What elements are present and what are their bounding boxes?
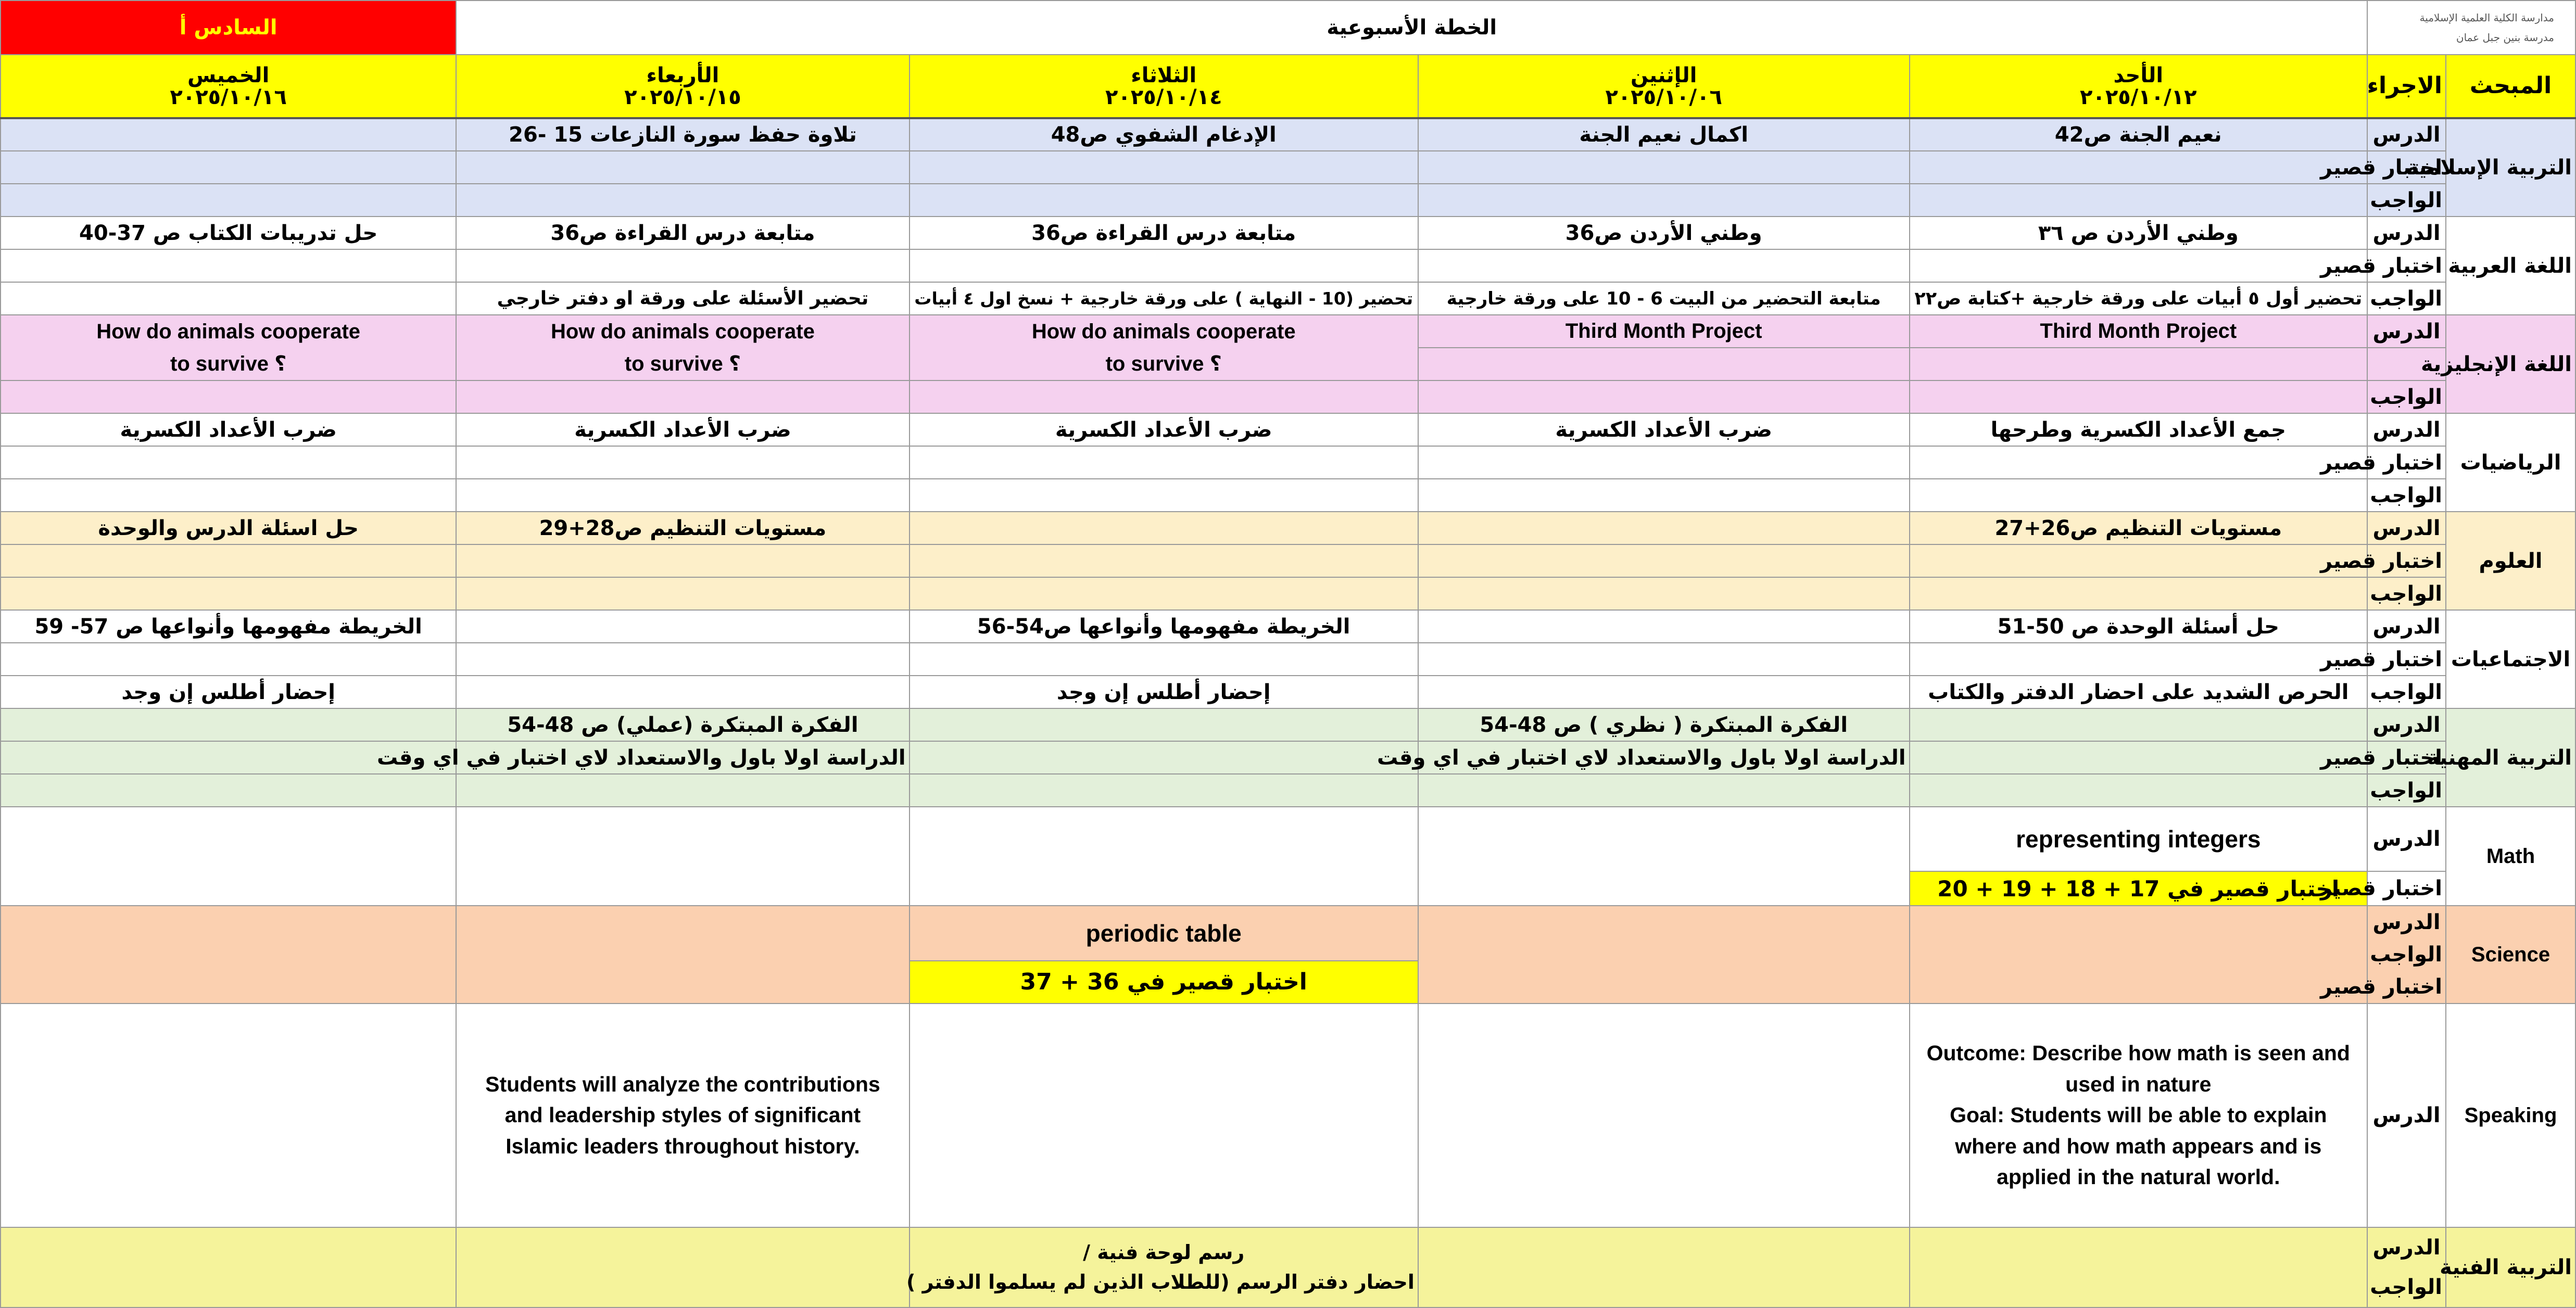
day-date: ٢٠٢٥/١٠/١٢ bbox=[2080, 85, 2197, 109]
arabic-homework-row bbox=[1, 282, 2575, 315]
cell bbox=[456, 249, 909, 282]
text-line: Islamic leaders throughout history. bbox=[506, 1134, 860, 1158]
procedure-label: الواجب bbox=[2370, 943, 2442, 967]
subject-speaking: Speaking bbox=[2446, 1004, 2575, 1227]
cell bbox=[1910, 380, 2367, 413]
cell: Third Month Project bbox=[1418, 315, 1910, 348]
cell bbox=[1418, 807, 1910, 906]
cell bbox=[910, 380, 1418, 413]
school-name bbox=[2367, 1, 2575, 55]
cell bbox=[1910, 151, 2367, 184]
cell bbox=[1, 282, 456, 315]
vocational-homework-row bbox=[1, 774, 2575, 807]
subject-art: التربية الفنية bbox=[2446, 1227, 2575, 1307]
cell: مستويات التنظيم ص26+27 bbox=[1910, 512, 2367, 544]
cell bbox=[1, 1004, 456, 1227]
day-header-tuesday bbox=[910, 55, 1418, 118]
cell: وطني الأردن ص36 bbox=[1418, 217, 1910, 249]
vocational-lesson-row bbox=[1, 708, 2575, 741]
cell bbox=[1910, 249, 2367, 282]
day-name: الأحد bbox=[2113, 63, 2164, 87]
islamic-quiz-row bbox=[1, 151, 2575, 184]
cell bbox=[1910, 577, 2367, 610]
procedure-label: الواجب bbox=[2367, 282, 2446, 315]
cell bbox=[1418, 610, 1910, 643]
cell bbox=[1418, 151, 1910, 184]
cell bbox=[1, 249, 456, 282]
cell bbox=[456, 380, 909, 413]
cell bbox=[1, 118, 456, 151]
day-header-wednesday bbox=[456, 55, 909, 118]
cell bbox=[910, 479, 1418, 512]
cell bbox=[1418, 479, 1910, 512]
text-line: Students will analyze the contributions bbox=[485, 1072, 880, 1096]
cell: اكمال نعيم الجنة bbox=[1418, 118, 1910, 151]
cell bbox=[456, 577, 909, 610]
text-line: where and how math appears and is bbox=[1955, 1134, 2322, 1158]
procedure-label: الدرس bbox=[2367, 413, 2446, 446]
english-lesson-row-2 bbox=[1, 348, 2575, 380]
day-header-thursday bbox=[1, 55, 456, 118]
social-homework-row bbox=[1, 676, 2575, 708]
text-line: and leadership styles of significant bbox=[504, 1103, 861, 1127]
procedure-label: الدرس bbox=[2367, 807, 2446, 871]
procedure-label: الدرس bbox=[2372, 1236, 2441, 1260]
cell: متابعة درس القراءة ص36 bbox=[910, 217, 1418, 249]
cell bbox=[1910, 479, 2367, 512]
cell: الخريطة مفهومها وأنواعها ص 57- 59 bbox=[1, 610, 456, 643]
cell bbox=[1910, 544, 2367, 577]
cell bbox=[456, 807, 909, 906]
cell bbox=[1, 807, 456, 906]
procedure-label: الواجب bbox=[2367, 479, 2446, 512]
cell bbox=[1, 643, 456, 676]
subject-social: الاجتماعيات bbox=[2446, 610, 2575, 708]
cell bbox=[1, 380, 456, 413]
vocational-quiz-row bbox=[1, 741, 2575, 774]
english-homework-row bbox=[1, 380, 2575, 413]
cell bbox=[1418, 906, 1910, 1004]
text-line: applied in the natural world. bbox=[1997, 1165, 2280, 1189]
procedure-label: اختبار قصير bbox=[2367, 544, 2446, 577]
math-ar-quiz-row bbox=[1, 446, 2575, 479]
procedure-header: الاجراء bbox=[2367, 55, 2446, 118]
cell bbox=[910, 512, 1418, 544]
procedure-label: الواجب bbox=[2367, 774, 2446, 807]
day-date: ٢٠٢٥/١٠/١٦ bbox=[170, 85, 287, 109]
cell: الحرص الشديد على احضار الدفتر والكتاب bbox=[1910, 676, 2367, 708]
cell: متابعة درس القراءة ص36 bbox=[456, 217, 909, 249]
days-row bbox=[1, 55, 2575, 118]
cell: الدراسة اولا باول والاستعداد لاي اختبار في اي وقت bbox=[1418, 741, 1910, 774]
page-title: الخطة الأسبوعية bbox=[456, 1, 2367, 55]
procedure-label: الواجب bbox=[2367, 184, 2446, 217]
cell bbox=[1, 708, 456, 741]
cell bbox=[456, 151, 909, 184]
cell: الإدغام الشفوي ص48 bbox=[910, 118, 1418, 151]
cell: تحضير (10 - النهاية ) على ورقة خارجية + نسخ اول ٤ أبيات bbox=[910, 282, 1418, 315]
procedure-label: الواجب bbox=[2367, 380, 2446, 413]
day-header-monday bbox=[1418, 55, 1910, 118]
day-name: الأربعاء bbox=[646, 63, 719, 87]
day-name: الإثنين bbox=[1631, 63, 1697, 87]
cell: الفكرة المبتكرة ( نظري ) ص 48-54 bbox=[1418, 708, 1910, 741]
cell bbox=[1418, 1227, 1910, 1307]
cell: حل تدريبات الكتاب ص 37-40 bbox=[1, 217, 456, 249]
cell bbox=[1418, 676, 1910, 708]
day-name: الثلاثاء bbox=[1131, 63, 1197, 87]
cell: إحضار أطلس إن وجد bbox=[1, 676, 456, 708]
cell: How do animals cooperate bbox=[910, 315, 1418, 348]
day-date: ٢٠٢٥/١٠/١٤ bbox=[1105, 85, 1222, 109]
cell: تحضير الأسئلة على ورقة او دفتر خارجي bbox=[456, 282, 909, 315]
procedure-label: اختبار قصير bbox=[2367, 446, 2446, 479]
procedure-label: الدرس bbox=[2367, 708, 2446, 741]
procedure-label: الدرس bbox=[2372, 910, 2441, 934]
procedure-label: الدرس bbox=[2367, 1004, 2446, 1227]
cell bbox=[456, 184, 909, 217]
cell bbox=[456, 676, 909, 708]
cell bbox=[1418, 1004, 1910, 1227]
cell: إحضار أطلس إن وجد bbox=[910, 676, 1418, 708]
day-date: ٢٠٢٥/١٠/١٥ bbox=[624, 85, 741, 109]
cell bbox=[1418, 643, 1910, 676]
cell bbox=[456, 906, 909, 1004]
cell bbox=[1418, 446, 1910, 479]
cell bbox=[1910, 643, 2367, 676]
procedure-label: الدرس bbox=[2367, 512, 2446, 544]
cell bbox=[1, 184, 456, 217]
cell: جمع الأعداد الكسرية وطرحها bbox=[1910, 413, 2367, 446]
cell bbox=[1, 906, 456, 1004]
cell: ضرب الأعداد الكسرية bbox=[1, 413, 456, 446]
arabic-quiz-row bbox=[1, 249, 2575, 282]
cell: الدراسة اولا باول والاستعداد لاي اختبار في اي وقت bbox=[456, 741, 909, 774]
cell bbox=[1910, 348, 2367, 380]
social-lesson-row bbox=[1, 610, 2575, 643]
speaking-row bbox=[1, 1004, 2575, 1227]
cell bbox=[910, 577, 1418, 610]
cell bbox=[456, 479, 909, 512]
cell: تلاوة حفظ سورة النازعات 15 -26 bbox=[456, 118, 909, 151]
cell bbox=[910, 741, 1418, 774]
procedure-label: اختبار قصير bbox=[2367, 643, 2446, 676]
text-line: used in nature bbox=[2065, 1072, 2212, 1096]
cell: to survive ؟ bbox=[1, 348, 456, 380]
cell bbox=[1418, 184, 1910, 217]
cell: حل اسئلة الدرس والوحدة bbox=[1, 512, 456, 544]
cell bbox=[1, 151, 456, 184]
cell bbox=[910, 249, 1418, 282]
cell bbox=[910, 643, 1418, 676]
cell bbox=[1418, 249, 1910, 282]
cell: وطني الأردن ص ٣٦ bbox=[1910, 217, 2367, 249]
procedure-label: الواجب bbox=[2367, 676, 2446, 708]
procedure-label: اختبار قصير bbox=[2367, 151, 2446, 184]
school-line-2: مدرسة بنين جبل عمان bbox=[2456, 31, 2554, 44]
procedure-label: اختبار قصير bbox=[2367, 741, 2446, 774]
text-line: Goal: Students will be able to explain bbox=[1950, 1103, 2327, 1127]
islamic-homework-row bbox=[1, 184, 2575, 217]
cell: متابعة التحضير من البيت 6 - 10 على ورقة خارجية bbox=[1418, 282, 1910, 315]
science-en-quiz: اختبار قصير في 36 + 37 bbox=[910, 961, 1418, 1004]
math-ar-lesson-row bbox=[1, 413, 2575, 446]
cell: Third Month Project bbox=[1910, 315, 2367, 348]
math-en-lesson: representing integers bbox=[1910, 807, 2367, 871]
procedure-label: الواجب bbox=[2370, 1275, 2442, 1299]
day-header-sunday bbox=[1910, 55, 2367, 118]
art-row bbox=[1, 1227, 2575, 1307]
class-name: السادس أ bbox=[1, 1, 456, 55]
procedure-label: الدرس bbox=[2367, 315, 2446, 348]
subject-math-en: Math bbox=[2446, 807, 2575, 906]
cell bbox=[910, 807, 1418, 906]
math-en-lesson-row bbox=[1, 807, 2575, 871]
english-lesson-row-1 bbox=[1, 315, 2575, 348]
school-line-1: مدارسة الكلية العلمية الإسلامية bbox=[2419, 11, 2554, 24]
speaking-wednesday bbox=[456, 1004, 909, 1227]
procedure-labels bbox=[2320, 906, 2446, 1004]
cell bbox=[1910, 708, 2367, 741]
cell bbox=[910, 446, 1418, 479]
cell: نعيم الجنة ص42 bbox=[1910, 118, 2367, 151]
day-name: الخميس bbox=[187, 63, 270, 87]
science-ar-quiz-row bbox=[1, 544, 2575, 577]
cell bbox=[910, 708, 1418, 741]
cell bbox=[456, 544, 909, 577]
science-ar-homework-row bbox=[1, 577, 2575, 610]
subject-header: المبحث bbox=[2446, 55, 2575, 118]
cell bbox=[1, 446, 456, 479]
cell bbox=[1910, 774, 2367, 807]
procedure-label: الدرس bbox=[2367, 610, 2446, 643]
procedure-label: الواجب bbox=[2367, 577, 2446, 610]
cell: How do animals cooperate bbox=[1, 315, 456, 348]
cell bbox=[910, 774, 1418, 807]
cell bbox=[1910, 741, 2367, 774]
cell bbox=[910, 1004, 1418, 1227]
cell bbox=[1910, 1227, 2367, 1307]
cell bbox=[1418, 577, 1910, 610]
cell: الفكرة المبتكرة (عملي) ص 48-54 bbox=[456, 708, 909, 741]
art-lesson: رسم لوحة فنية / bbox=[1083, 1241, 1245, 1264]
cell: ضرب الأعداد الكسرية bbox=[456, 413, 909, 446]
subject-vocational: التربية المهنية bbox=[2446, 708, 2575, 807]
day-date: ٢٠٢٥/١٠/٠٦ bbox=[1605, 85, 1722, 109]
cell bbox=[456, 643, 909, 676]
cell bbox=[1418, 512, 1910, 544]
procedure-label: اختبار قصير bbox=[2367, 871, 2446, 906]
cell bbox=[1418, 544, 1910, 577]
social-quiz-row bbox=[1, 643, 2575, 676]
subject-science-en: Science bbox=[2446, 906, 2575, 1004]
cell bbox=[1, 577, 456, 610]
math-ar-homework-row bbox=[1, 479, 2575, 512]
procedure-label: اختبار قصير bbox=[2320, 975, 2442, 999]
subject-islamic: التربية الإسلامية bbox=[2446, 118, 2575, 217]
cell bbox=[456, 610, 909, 643]
cell: ضرب الأعداد الكسرية bbox=[1418, 413, 1910, 446]
cell: to survive ؟ bbox=[910, 348, 1418, 380]
science-en-lesson-row bbox=[1, 906, 2575, 961]
subject-science-ar: العلوم bbox=[2446, 512, 2575, 610]
cell bbox=[910, 151, 1418, 184]
header-row bbox=[1, 1, 2575, 55]
procedure-label: اختبار قصير bbox=[2367, 249, 2446, 282]
science-en-lesson: periodic table bbox=[910, 906, 1418, 961]
cell bbox=[456, 774, 909, 807]
islamic-lesson-row bbox=[1, 118, 2575, 151]
cell bbox=[910, 184, 1418, 217]
cell: تحضير أول ٥ أبيات على ورقة خارجية +كتابة ص٢٢ bbox=[1910, 282, 2367, 315]
procedure-labels bbox=[2367, 1227, 2446, 1307]
cell: مستويات التنظيم ص28+29 bbox=[456, 512, 909, 544]
cell bbox=[910, 544, 1418, 577]
cell bbox=[1910, 446, 2367, 479]
cell bbox=[1, 774, 456, 807]
cell bbox=[456, 446, 909, 479]
subject-arabic: اللغة العربية bbox=[2446, 217, 2575, 315]
subject-math-ar: الرياضيات bbox=[2446, 413, 2575, 512]
cell bbox=[1418, 380, 1910, 413]
cell bbox=[1, 1227, 456, 1307]
arabic-lesson-row bbox=[1, 217, 2575, 249]
cell: الخريطة مفهومها وأنواعها ص54-56 bbox=[910, 610, 1418, 643]
math-en-quiz: اختبار قصير في 17 + 18 + 19 + 20 bbox=[1910, 871, 2367, 906]
cell: حل أسئلة الوحدة ص 50-51 bbox=[1910, 610, 2367, 643]
cell: to survive ؟ bbox=[456, 348, 909, 380]
procedure-label: الدرس bbox=[2367, 118, 2446, 151]
cell bbox=[1418, 348, 1910, 380]
cell: ضرب الأعداد الكسرية bbox=[910, 413, 1418, 446]
text-line: Outcome: Describe how math is seen and bbox=[1926, 1041, 2350, 1065]
subject-english: اللغة الإنجليزية bbox=[2446, 315, 2575, 413]
art-tuesday bbox=[906, 1227, 1418, 1307]
cell bbox=[1910, 184, 2367, 217]
science-ar-lesson-row bbox=[1, 512, 2575, 544]
cell bbox=[1418, 774, 1910, 807]
procedure-label: الدرس bbox=[2367, 217, 2446, 249]
cell bbox=[456, 1227, 909, 1307]
cell: How do animals cooperate bbox=[456, 315, 909, 348]
cell bbox=[1, 479, 456, 512]
speaking-sunday bbox=[1910, 1004, 2367, 1227]
art-homework: احضار دفتر الرسم (للطلاب الذين لم يسلموا الدفتر ) bbox=[906, 1271, 1415, 1293]
cell bbox=[1910, 906, 2367, 1004]
cell bbox=[1, 544, 456, 577]
